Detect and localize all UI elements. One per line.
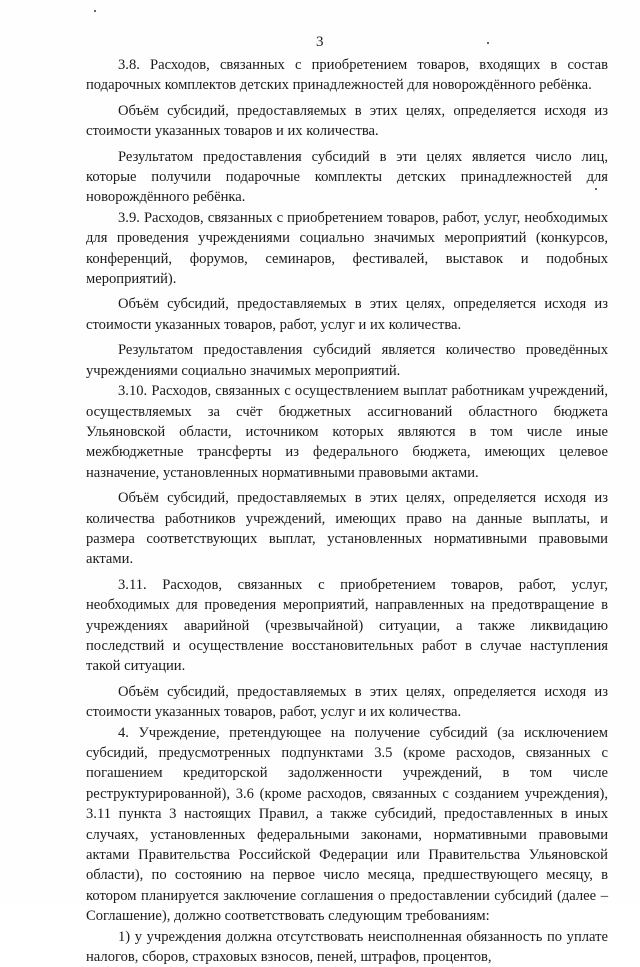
document-body bbox=[86, 55, 608, 967]
paragraph-3-9-volume: Объём субсидий, предоставляемых в этих целях, определяется исходя из стоимости указанных товаров, работ, услуг и их количества. bbox=[86, 296, 608, 333]
page-number: 3 bbox=[316, 34, 324, 50]
paragraph-3-11: 3.11. Расходов, связанных с приобретением товаров, работ, услуг, необходимых для проведения мероприятий, направленных на предотвращение в учреждениях аварийной (чрезвычайной) ситуации, а также ликвидацию последствий и осуществление восстановительных работ в случае наступления такой ситуации. bbox=[86, 576, 608, 675]
paragraph-3-10: 3.10. Расходов, связанных с осуществлением выплат работникам учреждений, осуществляемых за счёт бюджетных ассигнований областного бюджета Ульяновской области, источником которых являются в том числе иные межбюджетные трансферты из федерального бюджета, имеющих целевое назначение, установленных нормативными правовыми актами. bbox=[86, 383, 608, 481]
paragraph-4: 4. Учреждение, претендующее на получение субсидий (за исключением субсидий, предусмотренных подпунктами 3.5 (кроме расходов, связанных с погашением кредиторской задолженности учреждений, в том числе реструктурированной), 3.6 (кроме расходов, связанных с созданием учреждения), 3.11 пункта 3 настоящих Правил, а также субсидий, предоставленных в иных случаях, установленных федеральными законами, нормативными правовыми актами Правительства Российской Федерации или Правительства Ульяновской области), по состоянию на первое число месяца, предшествующего месяцу, в котором планируется заключение соглашения о предоставлении субсидий (далее – Соглашение), должно соответствовать следующим требованиям: bbox=[86, 724, 608, 925]
paragraph-3-9: 3.9. Расходов, связанных с приобретением товаров, работ, услуг, необходимых для проведения учреждениями социально значимых мероприятий (конкурсов, конференций, форумов, семинаров, фестивалей, выставок и подобных мероприятий). bbox=[86, 209, 608, 288]
paragraph-3-8-result: Результатом предоставления субсидий в эти целях является число лиц, которые получили подарочные комплекты детских принадлежностей для новорождённого ребёнка. bbox=[86, 148, 608, 206]
paragraph-3-11-volume: Объём субсидий, предоставляемых в этих целях, определяется исходя из стоимости указанных товаров, работ, услуг и их количества. bbox=[86, 683, 608, 721]
paragraph-4-item-1: 1) у учреждения должна отсутствовать неисполненная обязанность по уплате налогов, сборов, страховых взносов, пеней, штрафов, процентов, bbox=[86, 928, 608, 966]
scan-speck bbox=[595, 188, 597, 190]
scan-speck bbox=[94, 10, 96, 12]
paragraph-3-8: 3.8. Расходов, связанных с приобретением товаров, входящих в состав подарочных комплектов детских принадлежностей для новорождённого ребёнка. bbox=[86, 57, 608, 94]
paragraph-3-9-result: Результатом предоставления субсидий является количество проведённых учреждениями социально значимых мероприятий. bbox=[86, 342, 608, 379]
paragraph-3-10-volume: Объём субсидий, предоставляемых в этих целях, определяется исходя из количества работников учреждений, имеющих право на данные выплаты, и размера соответствующих выплат, установленных нормативными правовыми актами. bbox=[86, 490, 608, 568]
paragraph-3-8-volume: Объём субсидий, предоставляемых в этих целях, определяется исходя из стоимости указанных товаров и их количества. bbox=[86, 102, 608, 140]
scan-speck bbox=[487, 42, 489, 44]
